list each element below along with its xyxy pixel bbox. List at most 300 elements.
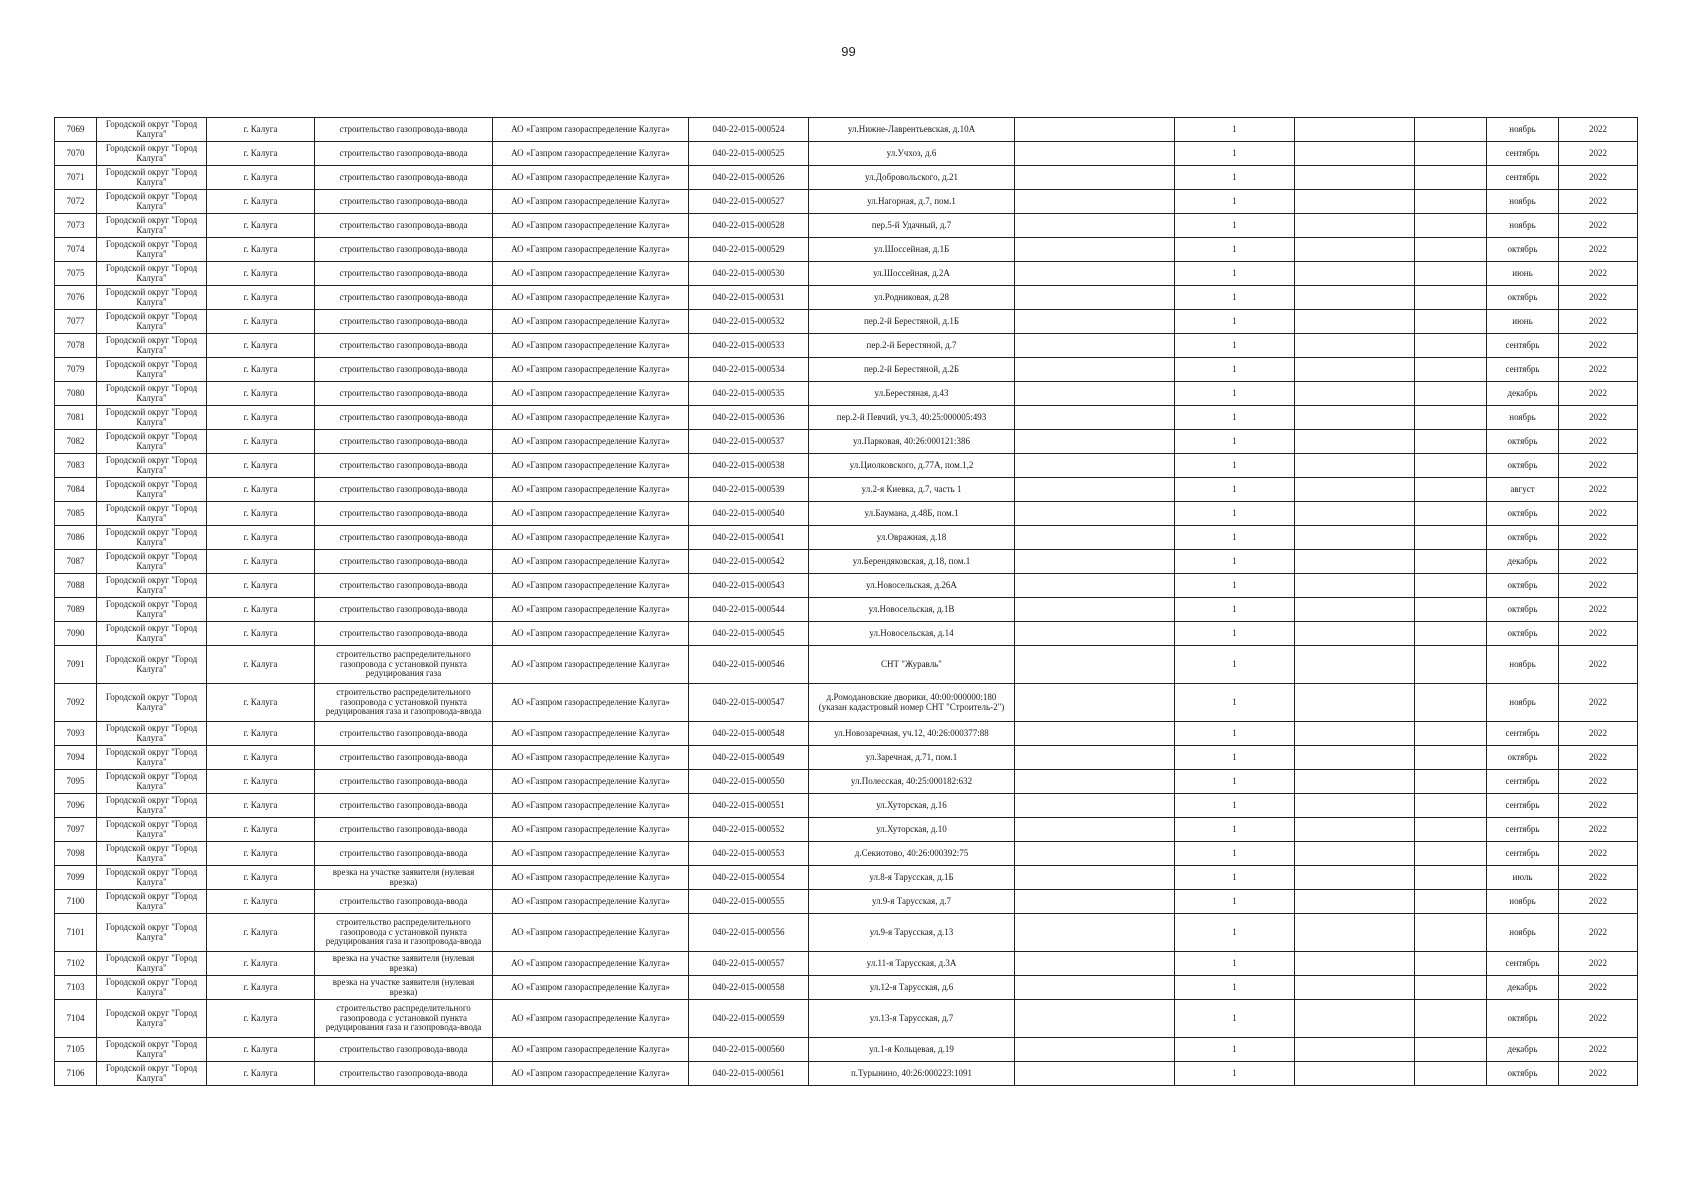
empty-cell xyxy=(1415,478,1487,502)
organization-cell: АО «Газпром газораспределение Калуга» xyxy=(493,310,689,334)
year-cell: 2022 xyxy=(1559,166,1638,190)
empty-cell xyxy=(1295,574,1415,598)
city-cell: г. Калуга xyxy=(207,746,315,770)
address-cell: ул.Нагорная, д.7, пом.1 xyxy=(809,190,1015,214)
empty-cell xyxy=(1415,622,1487,646)
city-cell: г. Калуга xyxy=(207,262,315,286)
empty-cell xyxy=(1415,550,1487,574)
empty-cell xyxy=(1415,334,1487,358)
empty-cell xyxy=(1295,818,1415,842)
city-cell: г. Калуга xyxy=(207,866,315,890)
empty-cell xyxy=(1415,1062,1487,1086)
empty-cell xyxy=(1295,406,1415,430)
quantity-cell: 1 xyxy=(1175,622,1295,646)
district-cell: Городской округ "Город Калуга" xyxy=(97,502,207,526)
address-cell: ул.Полесская, 40:25:000182:632 xyxy=(809,770,1015,794)
table-row xyxy=(55,334,1638,358)
work-type-cell: строительство газопровода-ввода xyxy=(315,190,493,214)
table-row xyxy=(55,430,1638,454)
address-cell: ул.Циолковского, д.77А, пом.1,2 xyxy=(809,454,1015,478)
table-row xyxy=(55,406,1638,430)
month-cell: июль xyxy=(1487,866,1559,890)
address-cell: ул.Новосельская, д.26А xyxy=(809,574,1015,598)
organization-cell: АО «Газпром газораспределение Калуга» xyxy=(493,952,689,976)
organization-cell: АО «Газпром газораспределение Калуга» xyxy=(493,142,689,166)
quantity-cell: 1 xyxy=(1175,262,1295,286)
city-cell: г. Калуга xyxy=(207,794,315,818)
empty-cell xyxy=(1015,478,1175,502)
year-cell: 2022 xyxy=(1559,770,1638,794)
table-row xyxy=(55,794,1638,818)
district-cell: Городской округ "Город Калуга" xyxy=(97,334,207,358)
city-cell: г. Калуга xyxy=(207,598,315,622)
address-cell: д.Секиотово, 40:26:000392:75 xyxy=(809,842,1015,866)
year-cell: 2022 xyxy=(1559,866,1638,890)
month-cell: сентябрь xyxy=(1487,334,1559,358)
empty-cell xyxy=(1015,262,1175,286)
row-number: 7074 xyxy=(55,238,97,262)
address-cell: пер.5-й Удачный, д.7 xyxy=(809,214,1015,238)
table-row xyxy=(55,310,1638,334)
organization-cell: АО «Газпром газораспределение Калуга» xyxy=(493,646,689,684)
city-cell: г. Калуга xyxy=(207,770,315,794)
row-number: 7083 xyxy=(55,454,97,478)
empty-cell xyxy=(1295,622,1415,646)
empty-cell xyxy=(1295,646,1415,684)
district-cell: Городской округ "Город Калуга" xyxy=(97,952,207,976)
row-number: 7090 xyxy=(55,622,97,646)
row-number: 7101 xyxy=(55,914,97,952)
month-cell: сентябрь xyxy=(1487,722,1559,746)
empty-cell xyxy=(1015,622,1175,646)
quantity-cell: 1 xyxy=(1175,310,1295,334)
month-cell: ноябрь xyxy=(1487,684,1559,722)
city-cell: г. Калуга xyxy=(207,976,315,1000)
address-cell: ул.9-я Тарусская, д.7 xyxy=(809,890,1015,914)
row-number: 7084 xyxy=(55,478,97,502)
empty-cell xyxy=(1415,574,1487,598)
organization-cell: АО «Газпром газораспределение Калуга» xyxy=(493,1000,689,1038)
registry-code-cell: 040-22-015-000531 xyxy=(689,286,809,310)
organization-cell: АО «Газпром газораспределение Калуга» xyxy=(493,190,689,214)
row-number: 7092 xyxy=(55,684,97,722)
quantity-cell: 1 xyxy=(1175,526,1295,550)
row-number: 7093 xyxy=(55,722,97,746)
address-cell: пер.2-й Берестяной, д.2Б xyxy=(809,358,1015,382)
year-cell: 2022 xyxy=(1559,722,1638,746)
empty-cell xyxy=(1295,190,1415,214)
month-cell: сентябрь xyxy=(1487,952,1559,976)
empty-cell xyxy=(1295,722,1415,746)
year-cell: 2022 xyxy=(1559,794,1638,818)
work-type-cell: строительство газопровода-ввода xyxy=(315,1062,493,1086)
table-row xyxy=(55,550,1638,574)
year-cell: 2022 xyxy=(1559,914,1638,952)
empty-cell xyxy=(1415,406,1487,430)
year-cell: 2022 xyxy=(1559,238,1638,262)
month-cell: ноябрь xyxy=(1487,406,1559,430)
year-cell: 2022 xyxy=(1559,382,1638,406)
address-cell: ул.Овражная, д.18 xyxy=(809,526,1015,550)
address-cell: ул.12-я Тарусская, д.6 xyxy=(809,976,1015,1000)
table-row xyxy=(55,952,1638,976)
district-cell: Городской округ "Город Калуга" xyxy=(97,746,207,770)
address-cell: ул.1-я Кольцевая, д.19 xyxy=(809,1038,1015,1062)
table-row xyxy=(55,214,1638,238)
row-number: 7082 xyxy=(55,430,97,454)
address-cell: ул.Родниковая, д.28 xyxy=(809,286,1015,310)
address-cell: ул.Нижне-Лаврентьевская, д.10А xyxy=(809,118,1015,142)
work-type-cell: строительство газопровода-ввода xyxy=(315,622,493,646)
empty-cell xyxy=(1015,454,1175,478)
organization-cell: АО «Газпром газораспределение Калуга» xyxy=(493,262,689,286)
district-cell: Городской округ "Город Калуга" xyxy=(97,794,207,818)
quantity-cell: 1 xyxy=(1175,142,1295,166)
quantity-cell: 1 xyxy=(1175,770,1295,794)
work-type-cell: строительство распределительного газопровода с установкой пункта редуцирования газа xyxy=(315,646,493,684)
month-cell: октябрь xyxy=(1487,746,1559,770)
work-type-cell: строительство газопровода-ввода xyxy=(315,406,493,430)
year-cell: 2022 xyxy=(1559,1000,1638,1038)
work-type-cell: строительство газопровода-ввода xyxy=(315,1038,493,1062)
district-cell: Городской округ "Город Калуга" xyxy=(97,238,207,262)
district-cell: Городской округ "Город Калуга" xyxy=(97,358,207,382)
table-row xyxy=(55,684,1638,722)
empty-cell xyxy=(1015,746,1175,770)
city-cell: г. Калуга xyxy=(207,1000,315,1038)
work-type-cell: строительство газопровода-ввода xyxy=(315,550,493,574)
empty-cell xyxy=(1415,722,1487,746)
row-number: 7078 xyxy=(55,334,97,358)
table-row xyxy=(55,646,1638,684)
empty-cell xyxy=(1015,526,1175,550)
work-type-cell: строительство газопровода-ввода xyxy=(315,262,493,286)
empty-cell xyxy=(1295,890,1415,914)
work-type-cell: врезка на участке заявителя (нулевая врезка) xyxy=(315,976,493,1000)
year-cell: 2022 xyxy=(1559,746,1638,770)
month-cell: октябрь xyxy=(1487,430,1559,454)
empty-cell xyxy=(1015,684,1175,722)
district-cell: Городской округ "Город Калуга" xyxy=(97,526,207,550)
empty-cell xyxy=(1415,866,1487,890)
empty-cell xyxy=(1415,118,1487,142)
city-cell: г. Калуга xyxy=(207,914,315,952)
empty-cell xyxy=(1415,238,1487,262)
quantity-cell: 1 xyxy=(1175,914,1295,952)
empty-cell xyxy=(1415,914,1487,952)
district-cell: Городской округ "Город Калуга" xyxy=(97,286,207,310)
organization-cell: АО «Газпром газораспределение Калуга» xyxy=(493,550,689,574)
quantity-cell: 1 xyxy=(1175,550,1295,574)
year-cell: 2022 xyxy=(1559,1062,1638,1086)
work-type-cell: строительство газопровода-ввода xyxy=(315,118,493,142)
table-row xyxy=(55,358,1638,382)
quantity-cell: 1 xyxy=(1175,502,1295,526)
organization-cell: АО «Газпром газораспределение Калуга» xyxy=(493,842,689,866)
organization-cell: АО «Газпром газораспределение Калуга» xyxy=(493,166,689,190)
empty-cell xyxy=(1295,382,1415,406)
work-type-cell: строительство газопровода-ввода xyxy=(315,358,493,382)
organization-cell: АО «Газпром газораспределение Калуга» xyxy=(493,794,689,818)
district-cell: Городской округ "Город Калуга" xyxy=(97,622,207,646)
address-cell: ул.Новозаречная, уч.12, 40:26:000377:88 xyxy=(809,722,1015,746)
row-number: 7080 xyxy=(55,382,97,406)
month-cell: июнь xyxy=(1487,310,1559,334)
table-row xyxy=(55,976,1638,1000)
quantity-cell: 1 xyxy=(1175,406,1295,430)
address-cell: ул.Заречная, д.71, пом.1 xyxy=(809,746,1015,770)
month-cell: октябрь xyxy=(1487,1062,1559,1086)
empty-cell xyxy=(1295,214,1415,238)
registry-code-cell: 040-22-015-000526 xyxy=(689,166,809,190)
organization-cell: АО «Газпром газораспределение Калуга» xyxy=(493,622,689,646)
address-cell: ул.Берендяковская, д.18, пом.1 xyxy=(809,550,1015,574)
year-cell: 2022 xyxy=(1559,1038,1638,1062)
address-cell: пер.2-й Певчий, уч.3, 40:25:000005:493 xyxy=(809,406,1015,430)
empty-cell xyxy=(1295,1038,1415,1062)
empty-cell xyxy=(1015,890,1175,914)
district-cell: Городской округ "Город Калуга" xyxy=(97,190,207,214)
work-type-cell: строительство газопровода-ввода xyxy=(315,770,493,794)
district-cell: Городской округ "Город Калуга" xyxy=(97,770,207,794)
registry-code-cell: 040-22-015-000527 xyxy=(689,190,809,214)
organization-cell: АО «Газпром газораспределение Калуга» xyxy=(493,770,689,794)
row-number: 7087 xyxy=(55,550,97,574)
registry-code-cell: 040-22-015-000538 xyxy=(689,454,809,478)
address-cell: ул.Учхоз, д.6 xyxy=(809,142,1015,166)
year-cell: 2022 xyxy=(1559,142,1638,166)
table-row xyxy=(55,382,1638,406)
quantity-cell: 1 xyxy=(1175,430,1295,454)
city-cell: г. Калуга xyxy=(207,622,315,646)
month-cell: сентябрь xyxy=(1487,770,1559,794)
empty-cell xyxy=(1295,842,1415,866)
district-cell: Городской округ "Город Калуга" xyxy=(97,310,207,334)
month-cell: октябрь xyxy=(1487,598,1559,622)
quantity-cell: 1 xyxy=(1175,598,1295,622)
city-cell: г. Калуга xyxy=(207,358,315,382)
registry-code-cell: 040-22-015-000555 xyxy=(689,890,809,914)
registry-code-cell: 040-22-015-000537 xyxy=(689,430,809,454)
empty-cell xyxy=(1295,770,1415,794)
work-type-cell: строительство газопровода-ввода xyxy=(315,722,493,746)
row-number: 7079 xyxy=(55,358,97,382)
registry-code-cell: 040-22-015-000548 xyxy=(689,722,809,746)
empty-cell xyxy=(1295,262,1415,286)
registry-code-cell: 040-22-015-000532 xyxy=(689,310,809,334)
district-cell: Городской округ "Город Калуга" xyxy=(97,1062,207,1086)
registry-code-cell: 040-22-015-000539 xyxy=(689,478,809,502)
work-type-cell: строительство газопровода-ввода xyxy=(315,794,493,818)
row-number: 7073 xyxy=(55,214,97,238)
year-cell: 2022 xyxy=(1559,684,1638,722)
row-number: 7081 xyxy=(55,406,97,430)
registry-code-cell: 040-22-015-000547 xyxy=(689,684,809,722)
city-cell: г. Калуга xyxy=(207,684,315,722)
quantity-cell: 1 xyxy=(1175,214,1295,238)
city-cell: г. Калуга xyxy=(207,166,315,190)
year-cell: 2022 xyxy=(1559,502,1638,526)
city-cell: г. Калуга xyxy=(207,502,315,526)
month-cell: декабрь xyxy=(1487,976,1559,1000)
work-type-cell: строительство газопровода-ввода xyxy=(315,166,493,190)
empty-cell xyxy=(1015,118,1175,142)
quantity-cell: 1 xyxy=(1175,794,1295,818)
district-cell: Городской округ "Город Калуга" xyxy=(97,890,207,914)
quantity-cell: 1 xyxy=(1175,478,1295,502)
empty-cell xyxy=(1415,746,1487,770)
empty-cell xyxy=(1015,794,1175,818)
empty-cell xyxy=(1015,406,1175,430)
district-cell: Городской округ "Город Калуга" xyxy=(97,478,207,502)
registry-code-cell: 040-22-015-000551 xyxy=(689,794,809,818)
empty-cell xyxy=(1415,142,1487,166)
row-number: 7088 xyxy=(55,574,97,598)
row-number: 7070 xyxy=(55,142,97,166)
work-type-cell: врезка на участке заявителя (нулевая врезка) xyxy=(315,952,493,976)
address-cell: пер.2-й Берестяной, д.1Б xyxy=(809,310,1015,334)
empty-cell xyxy=(1295,526,1415,550)
address-cell: ул.Баумана, д.48Б, пом.1 xyxy=(809,502,1015,526)
empty-cell xyxy=(1295,454,1415,478)
table-row xyxy=(55,890,1638,914)
year-cell: 2022 xyxy=(1559,454,1638,478)
address-cell: ул.Хуторская, д.10 xyxy=(809,818,1015,842)
empty-cell xyxy=(1295,914,1415,952)
city-cell: г. Калуга xyxy=(207,1038,315,1062)
organization-cell: АО «Газпром газораспределение Калуга» xyxy=(493,118,689,142)
address-cell: СНТ "Журавль" xyxy=(809,646,1015,684)
city-cell: г. Калуга xyxy=(207,406,315,430)
work-type-cell: строительство газопровода-ввода xyxy=(315,214,493,238)
work-type-cell: строительство распределительного газопровода с установкой пункта редуцирования газа и газопровода-ввода xyxy=(315,1000,493,1038)
empty-cell xyxy=(1415,684,1487,722)
month-cell: октябрь xyxy=(1487,454,1559,478)
city-cell: г. Калуга xyxy=(207,646,315,684)
empty-cell xyxy=(1415,286,1487,310)
empty-cell xyxy=(1295,310,1415,334)
empty-cell xyxy=(1015,952,1175,976)
district-cell: Городской округ "Город Калуга" xyxy=(97,406,207,430)
empty-cell xyxy=(1015,842,1175,866)
city-cell: г. Калуга xyxy=(207,142,315,166)
registry-code-cell: 040-22-015-000530 xyxy=(689,262,809,286)
empty-cell xyxy=(1415,382,1487,406)
month-cell: ноябрь xyxy=(1487,914,1559,952)
work-type-cell: строительство газопровода-ввода xyxy=(315,142,493,166)
empty-cell xyxy=(1295,166,1415,190)
table-row xyxy=(55,238,1638,262)
registry-code-cell: 040-22-015-000529 xyxy=(689,238,809,262)
empty-cell xyxy=(1015,770,1175,794)
district-cell: Городской округ "Город Калуга" xyxy=(97,166,207,190)
city-cell: г. Калуга xyxy=(207,842,315,866)
year-cell: 2022 xyxy=(1559,406,1638,430)
address-cell: пер.2-й Берестяной, д.7 xyxy=(809,334,1015,358)
city-cell: г. Калуга xyxy=(207,478,315,502)
registry-code-cell: 040-22-015-000535 xyxy=(689,382,809,406)
quantity-cell: 1 xyxy=(1175,722,1295,746)
empty-cell xyxy=(1415,890,1487,914)
registry-code-cell: 040-22-015-000533 xyxy=(689,334,809,358)
empty-cell xyxy=(1415,214,1487,238)
city-cell: г. Калуга xyxy=(207,190,315,214)
registry-code-cell: 040-22-015-000558 xyxy=(689,976,809,1000)
work-type-cell: строительство газопровода-ввода xyxy=(315,526,493,550)
month-cell: декабрь xyxy=(1487,1038,1559,1062)
row-number: 7075 xyxy=(55,262,97,286)
empty-cell xyxy=(1415,262,1487,286)
empty-cell xyxy=(1295,502,1415,526)
empty-cell xyxy=(1295,550,1415,574)
organization-cell: АО «Газпром газораспределение Калуга» xyxy=(493,286,689,310)
row-number: 7102 xyxy=(55,952,97,976)
empty-cell xyxy=(1015,1062,1175,1086)
month-cell: ноябрь xyxy=(1487,890,1559,914)
row-number: 7076 xyxy=(55,286,97,310)
empty-cell xyxy=(1295,598,1415,622)
city-cell: г. Калуга xyxy=(207,214,315,238)
month-cell: ноябрь xyxy=(1487,646,1559,684)
row-number: 7086 xyxy=(55,526,97,550)
empty-cell xyxy=(1015,1000,1175,1038)
district-cell: Городской округ "Город Калуга" xyxy=(97,842,207,866)
empty-cell xyxy=(1295,334,1415,358)
empty-cell xyxy=(1295,142,1415,166)
table-row xyxy=(55,1062,1638,1086)
empty-cell xyxy=(1015,1038,1175,1062)
city-cell: г. Калуга xyxy=(207,890,315,914)
organization-cell: АО «Газпром газораспределение Калуга» xyxy=(493,1062,689,1086)
work-type-cell: строительство газопровода-ввода xyxy=(315,334,493,358)
organization-cell: АО «Газпром газораспределение Калуга» xyxy=(493,818,689,842)
table-row xyxy=(55,118,1638,142)
organization-cell: АО «Газпром газораспределение Калуга» xyxy=(493,684,689,722)
district-cell: Городской округ "Город Калуга" xyxy=(97,142,207,166)
year-cell: 2022 xyxy=(1559,310,1638,334)
quantity-cell: 1 xyxy=(1175,866,1295,890)
empty-cell xyxy=(1015,166,1175,190)
work-type-cell: строительство газопровода-ввода xyxy=(315,746,493,770)
organization-cell: АО «Газпром газораспределение Калуга» xyxy=(493,598,689,622)
city-cell: г. Калуга xyxy=(207,118,315,142)
year-cell: 2022 xyxy=(1559,526,1638,550)
address-cell: ул.Хуторская, д.16 xyxy=(809,794,1015,818)
district-cell: Городской округ "Город Калуга" xyxy=(97,430,207,454)
empty-cell xyxy=(1295,684,1415,722)
year-cell: 2022 xyxy=(1559,358,1638,382)
year-cell: 2022 xyxy=(1559,646,1638,684)
year-cell: 2022 xyxy=(1559,334,1638,358)
address-cell: ул.11-я Тарусская, д.3А xyxy=(809,952,1015,976)
city-cell: г. Калуга xyxy=(207,238,315,262)
registry-code-cell: 040-22-015-000543 xyxy=(689,574,809,598)
month-cell: сентябрь xyxy=(1487,818,1559,842)
table-row xyxy=(55,770,1638,794)
row-number: 7069 xyxy=(55,118,97,142)
address-cell: ул.Шоссейная, д.2А xyxy=(809,262,1015,286)
month-cell: сентябрь xyxy=(1487,142,1559,166)
table-row xyxy=(55,502,1638,526)
organization-cell: АО «Газпром газораспределение Калуга» xyxy=(493,238,689,262)
registry-code-cell: 040-22-015-000559 xyxy=(689,1000,809,1038)
empty-cell xyxy=(1015,214,1175,238)
quantity-cell: 1 xyxy=(1175,238,1295,262)
quantity-cell: 1 xyxy=(1175,382,1295,406)
address-cell: ул.2-я Киевка, д.7, часть 1 xyxy=(809,478,1015,502)
empty-cell xyxy=(1015,818,1175,842)
registry-code-cell: 040-22-015-000528 xyxy=(689,214,809,238)
